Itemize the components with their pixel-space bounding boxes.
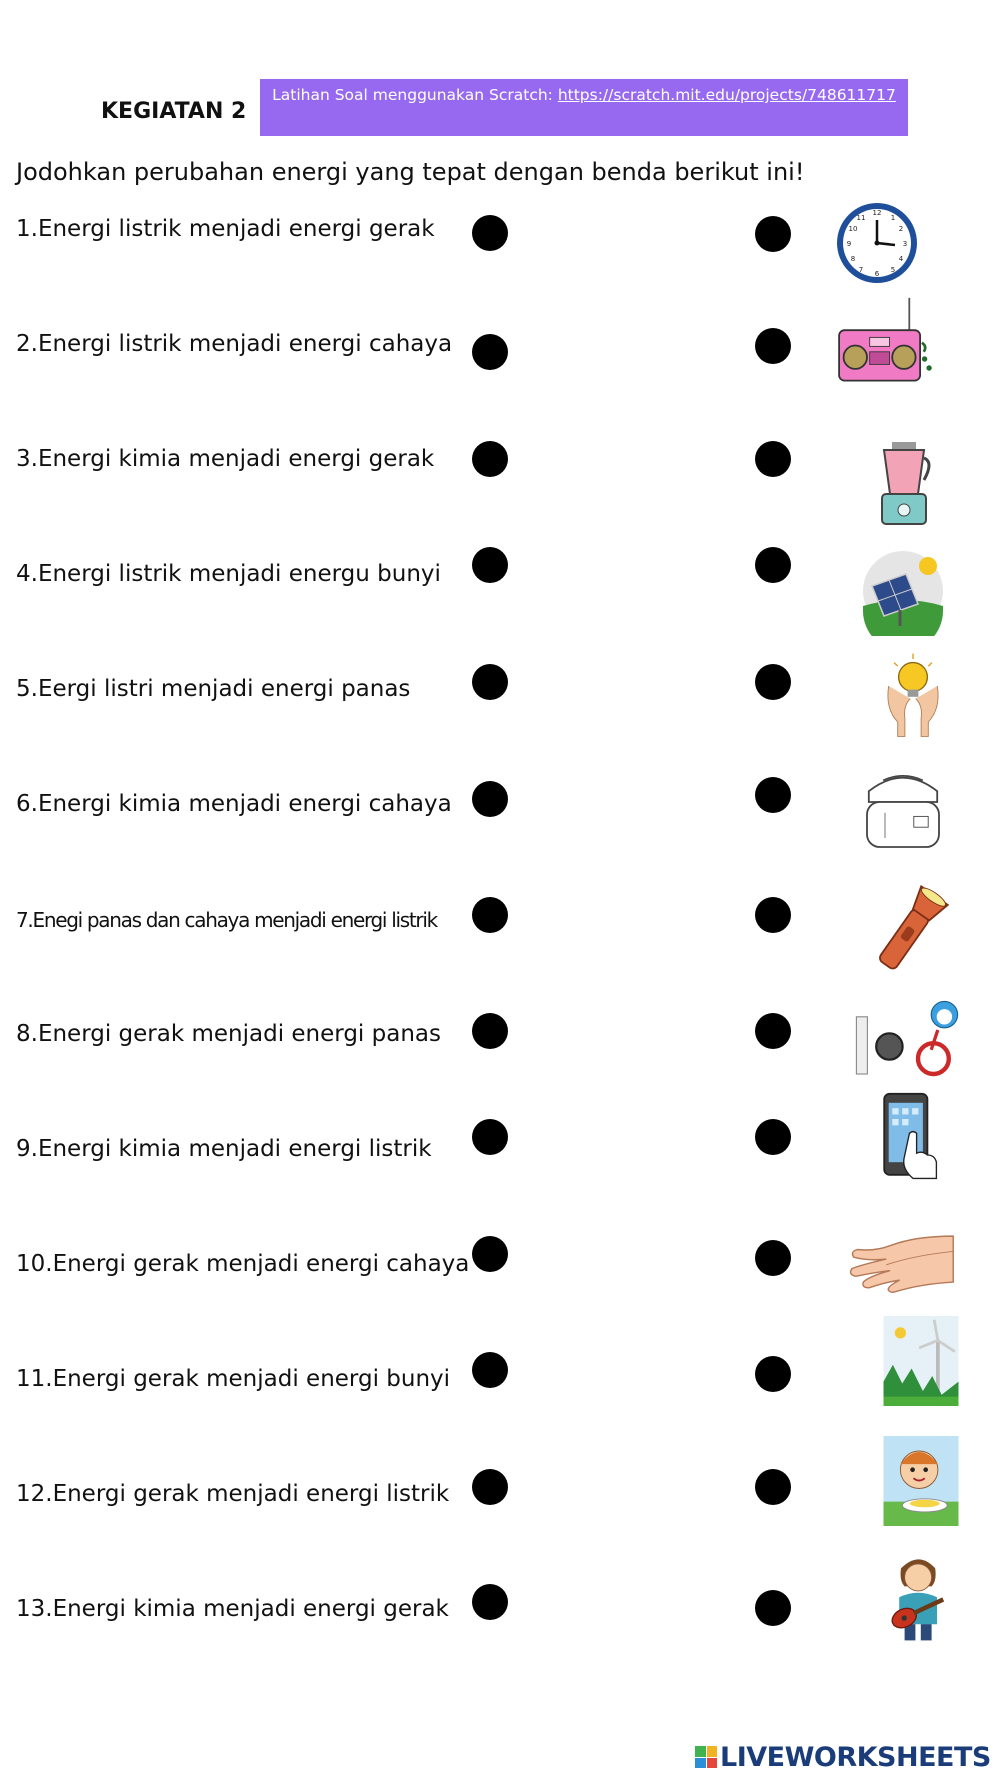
- solar-panel-icon: [848, 546, 958, 636]
- left-dot-3[interactable]: [472, 441, 508, 477]
- right-dot-4[interactable]: [755, 547, 791, 583]
- banner-prefix: Latihan Soal menggunakan Scratch:: [272, 86, 558, 104]
- left-dot-11[interactable]: [472, 1352, 508, 1388]
- svg-text:3: 3: [902, 240, 908, 248]
- blender-icon: [850, 438, 960, 528]
- svg-text:10: 10: [848, 225, 858, 233]
- svg-text:11: 11: [856, 214, 866, 222]
- liveworksheets-logo[interactable]: [695, 1741, 991, 1773]
- item-label-2: 2.Energi listrik menjadi energi cahaya: [16, 331, 453, 357]
- scratch-banner: [260, 79, 908, 136]
- rubbing-hands-icon: [848, 1216, 958, 1306]
- light-bulb-icon: [858, 650, 968, 740]
- left-dot-6[interactable]: [472, 781, 508, 817]
- right-dot-6[interactable]: [755, 777, 791, 813]
- radio-icon: [830, 296, 940, 386]
- item-label-13: 13.Energi kimia menjadi energi gerak: [16, 1596, 449, 1622]
- svg-text:4: 4: [898, 255, 904, 263]
- right-dot-12[interactable]: [755, 1469, 791, 1505]
- right-dot-1[interactable]: [755, 216, 791, 252]
- svg-text:2: 2: [898, 225, 904, 233]
- svg-text:8: 8: [850, 255, 856, 263]
- right-dot-9[interactable]: [755, 1119, 791, 1155]
- left-dot-2[interactable]: [472, 334, 508, 370]
- svg-text:12: 12: [872, 209, 882, 217]
- right-dot-2[interactable]: [755, 328, 791, 364]
- item-label-1: 1.Energi listrik menjadi energi gerak: [16, 216, 435, 242]
- right-dot-13[interactable]: [755, 1590, 791, 1626]
- right-dot-10[interactable]: [755, 1240, 791, 1276]
- instruction-text: Jodohkan perubahan energi yang tepat dengan benda berikut ini!: [16, 158, 805, 186]
- svg-text:5: 5: [890, 266, 896, 274]
- svg-text:1: 1: [890, 214, 896, 222]
- right-dot-5[interactable]: [755, 664, 791, 700]
- item-label-9: 9.Energi kimia menjadi energi listrik: [16, 1136, 432, 1162]
- item-label-12: 12.Energi gerak menjadi energi listrik: [16, 1481, 450, 1507]
- item-label-10: 10.Energi gerak menjadi energi cahaya: [16, 1251, 470, 1277]
- guitar-boy-icon: [864, 1554, 974, 1644]
- left-dot-12[interactable]: [472, 1469, 508, 1505]
- right-dot-3[interactable]: [755, 441, 791, 477]
- logo-mark-icon: [695, 1746, 717, 1768]
- item-label-11: 11.Energi gerak menjadi energi bunyi: [16, 1366, 451, 1392]
- item-label-6: 6.Energi kimia menjadi energi cahaya: [16, 791, 452, 817]
- scratch-link[interactable]: https://scratch.mit.edu/projects/748611717: [557, 86, 896, 104]
- left-dot-7[interactable]: [472, 897, 508, 933]
- svg-text:6: 6: [874, 270, 880, 278]
- right-dot-11[interactable]: [755, 1356, 791, 1392]
- clock-icon: [830, 198, 940, 288]
- logo-text: LIVEWORKSHEETS: [720, 1741, 991, 1773]
- left-dot-9[interactable]: [472, 1119, 508, 1155]
- right-dot-8[interactable]: [755, 1013, 791, 1049]
- svg-text:9: 9: [846, 240, 852, 248]
- wind-turbine-icon: [866, 1316, 976, 1406]
- svg-text:7: 7: [858, 266, 864, 274]
- page-title: KEGIATAN 2: [101, 99, 247, 124]
- bicycle-dynamo-icon: [852, 996, 962, 1086]
- child-eating-icon: [866, 1436, 976, 1526]
- item-label-7: 7.Enegi panas dan cahaya menjadi energi listrik: [16, 908, 437, 932]
- left-dot-10[interactable]: [472, 1236, 508, 1272]
- left-dot-13[interactable]: [472, 1584, 508, 1620]
- item-label-8: 8.Energi gerak menjadi energi panas: [16, 1021, 441, 1047]
- rice-cooker-icon: [848, 766, 958, 856]
- item-label-3: 3.Energi kimia menjadi energi gerak: [16, 446, 435, 472]
- flashlight-icon: [855, 884, 965, 974]
- item-label-4: 4.Energi listrik menjadi energu bunyi: [16, 561, 441, 587]
- left-dot-4[interactable]: [472, 547, 508, 583]
- smartphone-icon: [858, 1092, 968, 1182]
- right-dot-7[interactable]: [755, 897, 791, 933]
- item-label-5: 5.Eergi listri menjadi energi panas: [16, 676, 411, 702]
- left-dot-8[interactable]: [472, 1013, 508, 1049]
- left-dot-1[interactable]: [472, 215, 508, 251]
- left-dot-5[interactable]: [472, 664, 508, 700]
